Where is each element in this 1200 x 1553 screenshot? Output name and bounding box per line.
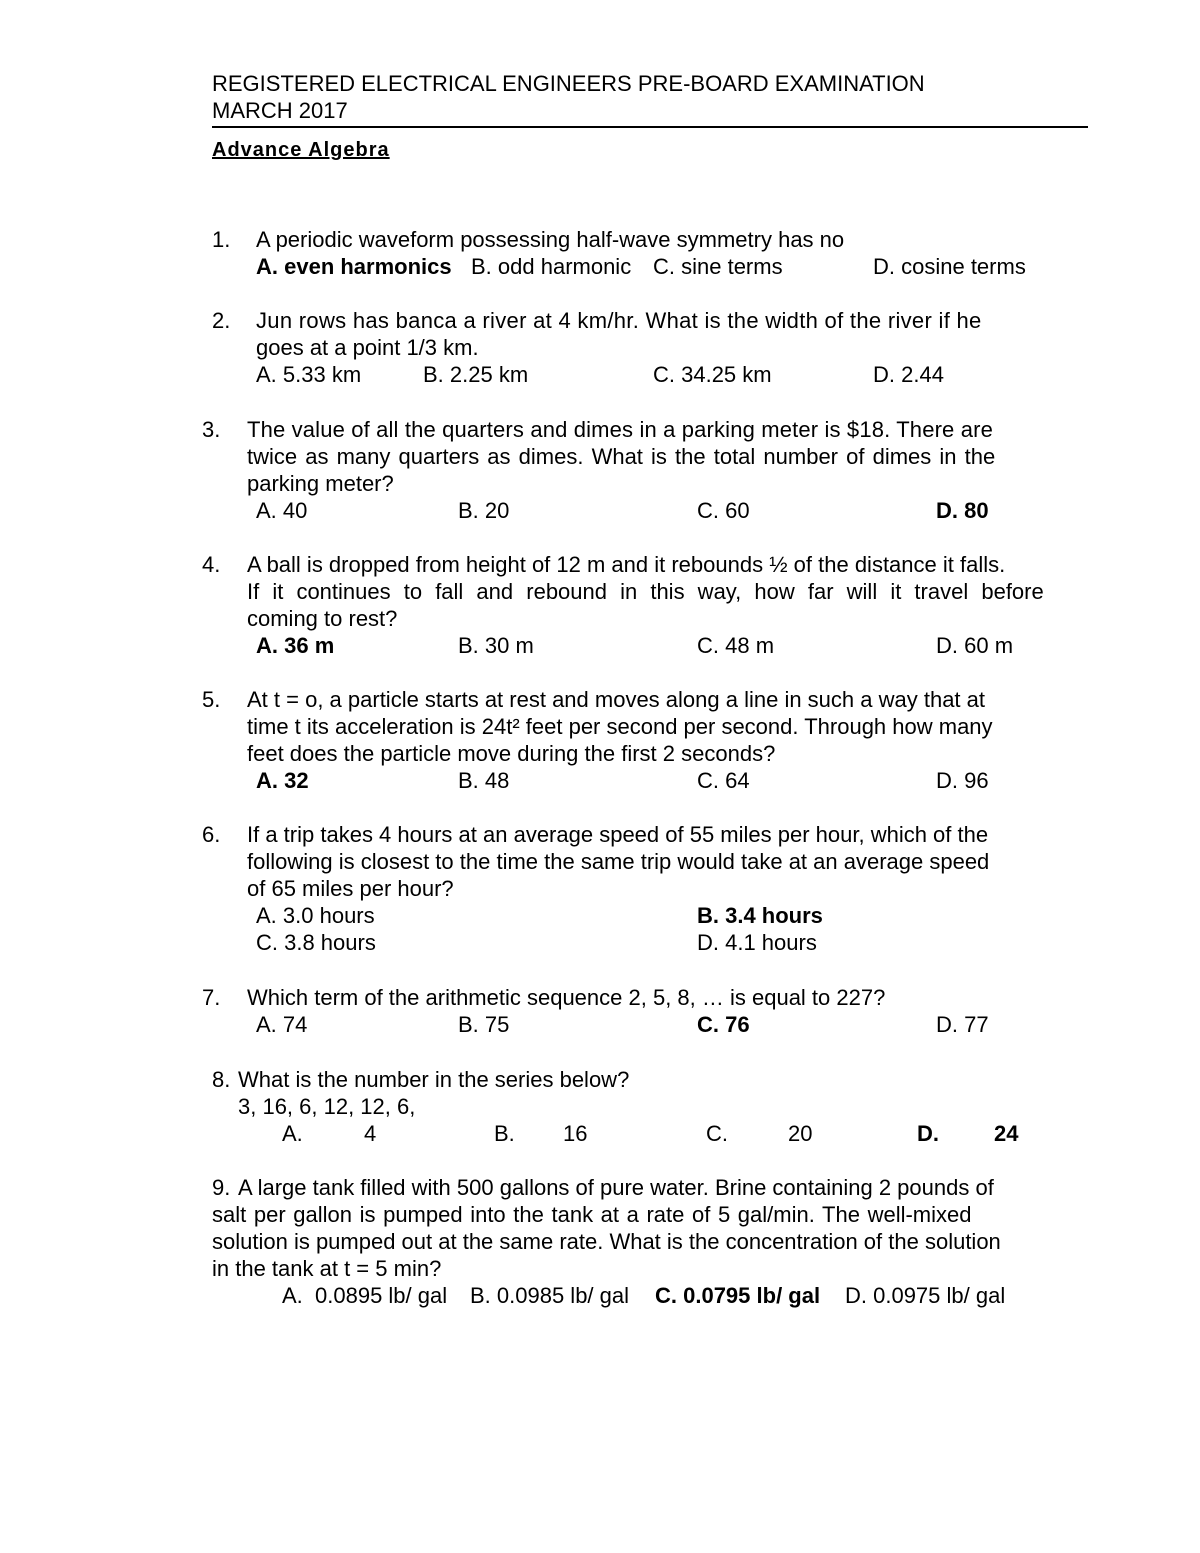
subject-title: Advance Algebra bbox=[212, 139, 390, 161]
question-6-text-line-3: of 65 miles per hour? bbox=[247, 876, 454, 901]
question-4-text-line-3: coming to rest? bbox=[247, 606, 398, 631]
question-2-choice-b: B. 2.25 km bbox=[423, 362, 529, 387]
question-6-choice-b: B. 3.4 hours bbox=[697, 903, 823, 928]
question-8-series: 3, 16, 6, 12, 12, 6, bbox=[238, 1094, 416, 1119]
question-3-choice-c: C. 60 bbox=[697, 498, 750, 523]
question-6-text-line-1: If a trip takes 4 hours at an average speed of 55 miles per hour, which of the bbox=[247, 822, 989, 847]
question-4-choice-c: C. 48 m bbox=[697, 633, 775, 658]
question-6-choice-d: D. 4.1 hours bbox=[697, 930, 817, 955]
question-5-choice-b: B. 48 bbox=[458, 768, 510, 793]
question-4-choice-b: B. 30 m bbox=[458, 633, 534, 658]
question-8-choice-d-value: 24 bbox=[994, 1121, 1019, 1146]
question-4-text-line-1: A ball is dropped from height of 12 m and it rebounds ½ of the distance it falls. bbox=[247, 552, 1006, 577]
question-9-choice-a: A. 0.0895 lb/ gal bbox=[282, 1283, 448, 1308]
question-5-choice-a: A. 32 bbox=[256, 768, 309, 793]
question-8-choice-d-letter: D. bbox=[917, 1121, 939, 1146]
question-5-text-line-2: time t its acceleration is 24t² feet per second per second. Through how many bbox=[247, 714, 993, 739]
question-2-text-line-1: Jun rows has banca a river at 4 km/hr. What is the width of the river if he bbox=[256, 308, 982, 333]
question-5-choice-c: C. 64 bbox=[697, 768, 750, 793]
question-2-choice-c: C. 34.25 km bbox=[653, 362, 772, 387]
header-divider bbox=[212, 126, 1088, 128]
question-4-number: 4. bbox=[202, 552, 221, 577]
question-3-text-line-1: The value of all the quarters and dimes in a parking meter is $18. There are bbox=[247, 417, 993, 442]
question-5-text-line-3: feet does the particle move during the first 2 seconds? bbox=[247, 741, 776, 766]
question-3-choice-d: D. 80 bbox=[936, 498, 989, 523]
question-6-choice-a: A. 3.0 hours bbox=[256, 903, 375, 928]
question-9-choice-b: B. 0.0985 lb/ gal bbox=[470, 1283, 630, 1308]
question-9-text-line-4: in the tank at t = 5 min? bbox=[212, 1256, 442, 1281]
question-8-choice-c-letter: C. bbox=[706, 1121, 728, 1146]
question-8-number: 8. bbox=[212, 1067, 231, 1092]
question-2-choice-a: A. 5.33 km bbox=[256, 362, 362, 387]
question-3-text-line-3: parking meter? bbox=[247, 471, 394, 496]
question-5-number: 5. bbox=[202, 687, 221, 712]
question-4-choice-d: D. 60 m bbox=[936, 633, 1014, 658]
question-8-choice-b-value: 16 bbox=[563, 1121, 588, 1146]
question-7-choice-a: A. 74 bbox=[256, 1012, 308, 1037]
question-7-choice-d: D. 77 bbox=[936, 1012, 989, 1037]
question-4-choice-a: A. 36 m bbox=[256, 633, 335, 658]
question-6-choice-c: C. 3.8 hours bbox=[256, 930, 376, 955]
question-8-text: What is the number in the series below? bbox=[238, 1067, 630, 1092]
question-7-choice-c: C. 76 bbox=[697, 1012, 750, 1037]
question-3-choice-a: A. 40 bbox=[256, 498, 308, 523]
question-9-choice-d: D. 0.0975 lb/ gal bbox=[845, 1283, 1006, 1308]
question-9-text-line-3: solution is pumped out at the same rate. What is the concentration of the solution bbox=[212, 1229, 1001, 1254]
question-6-number: 6. bbox=[202, 822, 221, 847]
question-5-choice-d: D. 96 bbox=[936, 768, 989, 793]
question-7-choice-b: B. 75 bbox=[458, 1012, 510, 1037]
question-2-choice-d: D. 2.44 bbox=[873, 362, 944, 387]
question-8-choice-b-letter: B. bbox=[494, 1121, 515, 1146]
exam-title: REGISTERED ELECTRICAL ENGINEERS PRE-BOARD EXAMINATION bbox=[212, 71, 925, 96]
question-6-text-line-2: following is closest to the time the same trip would take at an average speed bbox=[247, 849, 990, 874]
question-1-text: A periodic waveform possessing half-wave symmetry has no bbox=[256, 227, 845, 252]
question-1-choice-c: C. sine terms bbox=[653, 254, 783, 279]
question-7-number: 7. bbox=[202, 985, 221, 1010]
question-9-choice-c: C. 0.0795 lb/ gal bbox=[655, 1283, 821, 1308]
question-8-choice-a-value: 4 bbox=[364, 1121, 377, 1146]
question-9-text-line-1: A large tank filled with 500 gallons of pure water. Brine containing 2 pounds of bbox=[238, 1175, 994, 1200]
question-5-text-line-1: At t = o, a particle starts at rest and moves along a line in such a way that at bbox=[247, 687, 985, 712]
question-3-text-line-2: twice as many quarters as dimes. What is the total number of dimes in the bbox=[247, 444, 996, 469]
question-8-choice-a-letter: A. bbox=[282, 1121, 303, 1146]
question-4-text-line-2: If it continues to fall and rebound in this way, how far will it travel before bbox=[247, 579, 1044, 604]
question-2-number: 2. bbox=[212, 308, 231, 333]
question-1-choice-a: A. even harmonics bbox=[256, 254, 452, 279]
exam-date: MARCH 2017 bbox=[212, 98, 348, 123]
question-2-text-line-2: goes at a point 1/3 km. bbox=[256, 335, 479, 360]
question-9-number: 9. bbox=[212, 1175, 231, 1200]
question-1-choice-b: B. odd harmonic bbox=[471, 254, 632, 279]
question-3-number: 3. bbox=[202, 417, 221, 442]
question-1-number: 1. bbox=[212, 227, 231, 252]
question-8-choice-c-value: 20 bbox=[788, 1121, 813, 1146]
question-9-text-line-2: salt per gallon is pumped into the tank at a rate of 5 gal/min. The well-mixed bbox=[212, 1202, 972, 1227]
question-7-text: Which term of the arithmetic sequence 2, 5, 8, … is equal to 227? bbox=[247, 985, 886, 1010]
question-1-choice-d: D. cosine terms bbox=[873, 254, 1026, 279]
question-3-choice-b: B. 20 bbox=[458, 498, 510, 523]
